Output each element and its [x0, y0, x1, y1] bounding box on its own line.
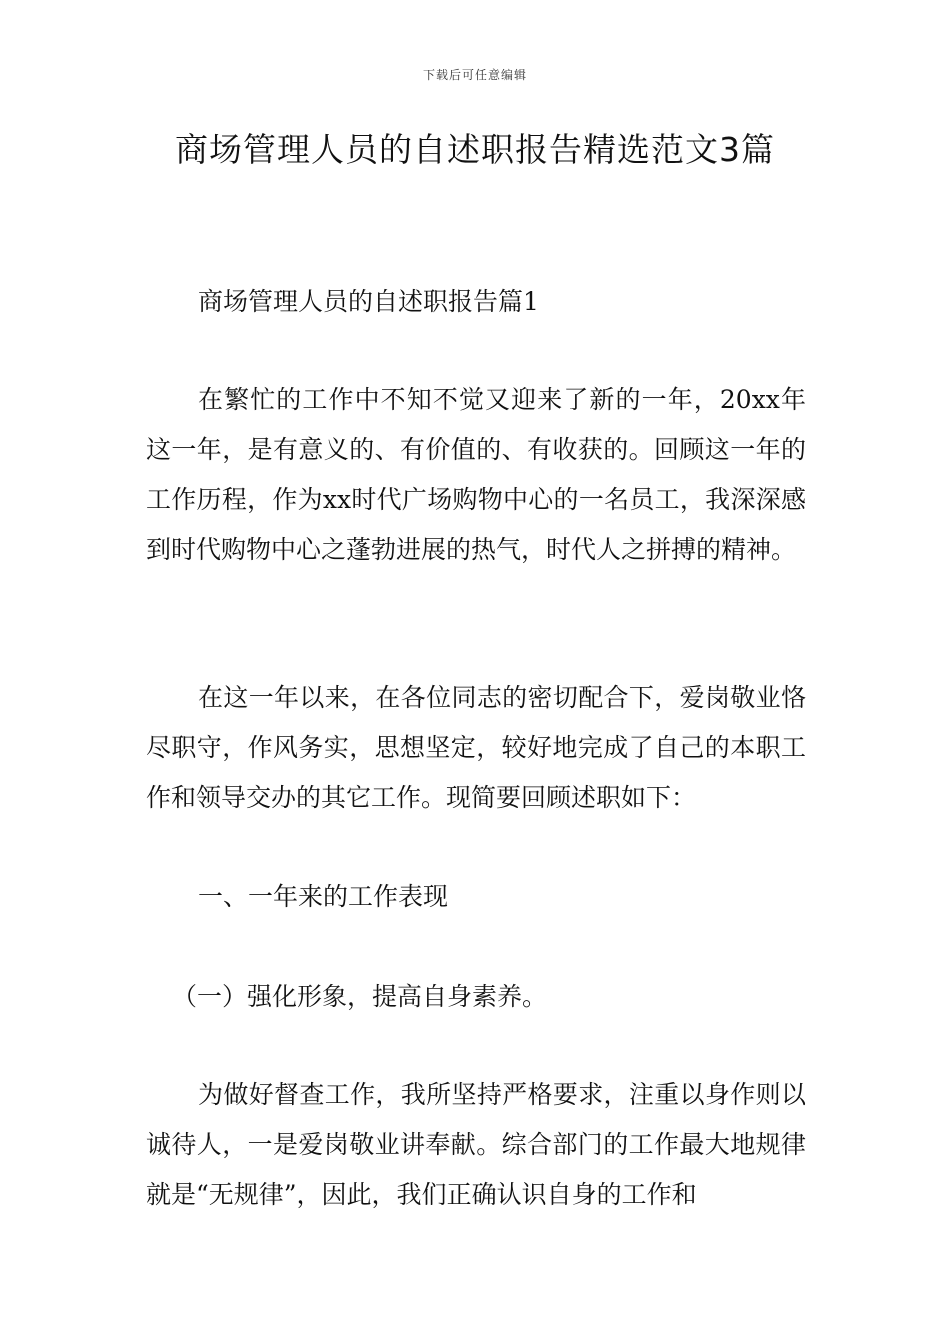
header-note: 下载后可任意编辑	[422, 68, 527, 82]
section-heading: 商场管理人员的自述职报告篇1	[198, 287, 539, 316]
subheading-2: （一）强化形象，提高自身素养。	[172, 982, 548, 1011]
document-title: 商场管理人员的自述职报告精选范文3篇	[175, 130, 775, 169]
subheading-1: 一、一年来的工作表现	[198, 882, 449, 911]
paragraph-1: 在繁忙的工作中不知不觉又迎来了新的一年，20xx年这一年，是有意义的、有价值的、有收获的。回顾这一年的工作历程，作为xx时代广场购物中心的一名员工，我深深感到时代购物中心之蓬勃进展的热气，时代人之拼搏的精神。	[146, 385, 806, 564]
paragraph-2: 在这一年以来，在各位同志的密切配合下，爱岗敬业恪尽职守，作风务实，思想坚定，较好地完成了自己的本职工作和领导交办的其它工作。现简要回顾述职如下：	[146, 683, 806, 812]
paragraph-3: 为做好督查工作，我所坚持严格要求，注重以身作则以诚待人，一是爱岗敬业讲奉献。综合部门的工作最大地规律就是“无规律”，因此，我们正确认识自身的工作和	[146, 1080, 806, 1209]
